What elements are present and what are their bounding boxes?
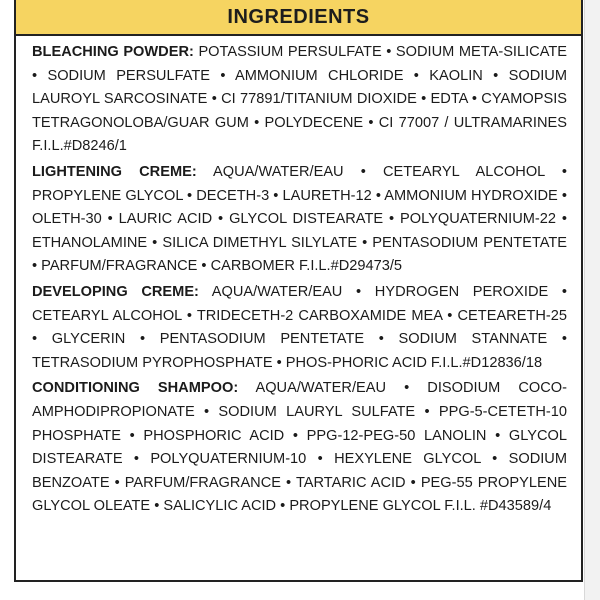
developing-creme-section <box>32 281 567 375</box>
bleaching-powder-section <box>32 41 567 159</box>
conditioning-shampoo-ingredients: AQUA/WATER/EAU • DISODIUM COCO-AMPHODIPROPIONATE • SODIUM LAURYL SULFATE • PPG-5-CETETH-10 PHOSPHATE • PHOSPHORIC ACID • PPG-12-PEG-50 LANOLIN • GLYCOL DISTEARATE • POLYQUATERNIUM-10 • HEXYLENE GLYCOL • SODIUM BENZOATE • PARFUM/FRAGRANCE • TARTARIC ACID • PEG-55 PROPYLENE GLYCOL OLEATE • SALICYLIC ACID • PROPYLENE GLYCOL F.I.L. #D43589/4 <box>32 380 567 515</box>
developing-creme-ingredients: AQUA/WATER/EAU • HYDROGEN PEROXIDE • CETEARYL ALCOHOL • TRIDECETH-2 CARBOXAMIDE MEA • CETEARETH-25 • GLYCERIN • PENTASODIUM PENTETATE • SODIUM STANNATE • TETRASODIUM PYROPHOSPHATE • PHOS-PHORIC ACID F.I.L.#D12836/18 <box>32 283 567 371</box>
developing-creme-title: DEVELOPING CREME: <box>32 283 199 300</box>
bleaching-powder-title: BLEACHING POWDER: <box>32 44 194 60</box>
lightening-creme-section <box>32 161 567 279</box>
package-edge <box>584 0 600 600</box>
bleaching-powder-ingredients: POTASSIUM PERSULFATE • SODIUM META-SILICATE • SODIUM PERSULFATE • AMMONIUM CHLORIDE • KAOLIN • SODIUM LAUROYL SARCOSINATE • CI 77891/TITANIUM DIOXIDE • EDTA • CYAMOPSIS TETRAGONOLOBA/GUAR GUM • POLYDECENE • CI 77007 / ULTRAMARINES F.I.L.#D8246/1 <box>32 44 567 155</box>
conditioning-shampoo-section <box>32 377 567 519</box>
ingredients-content <box>16 36 581 519</box>
ingredients-panel <box>14 0 583 582</box>
ingredients-title: INGREDIENTS <box>227 5 370 28</box>
ingredients-header <box>16 0 581 36</box>
lightening-creme-ingredients: AQUA/WATER/EAU • CETEARYL ALCOHOL • PROPYLENE GLYCOL • DECETH-3 • LAURETH-12 • AMMONIUM HYDROXIDE • OLETH-30 • LAURIC ACID • GLYCOL DISTEARATE • POLYQUATERNIUM-22 • ETHANOLAMINE • SILICA DIMETHYL SILYLATE • PENTASODIUM PENTETATE • PARFUM/FRAGRANCE • CARBOMER F.I.L.#D29473/5 <box>32 163 568 275</box>
conditioning-shampoo-title: CONDITIONING SHAMPOO: <box>32 380 239 397</box>
lightening-creme-title: LIGHTENING CREME: <box>32 163 197 180</box>
